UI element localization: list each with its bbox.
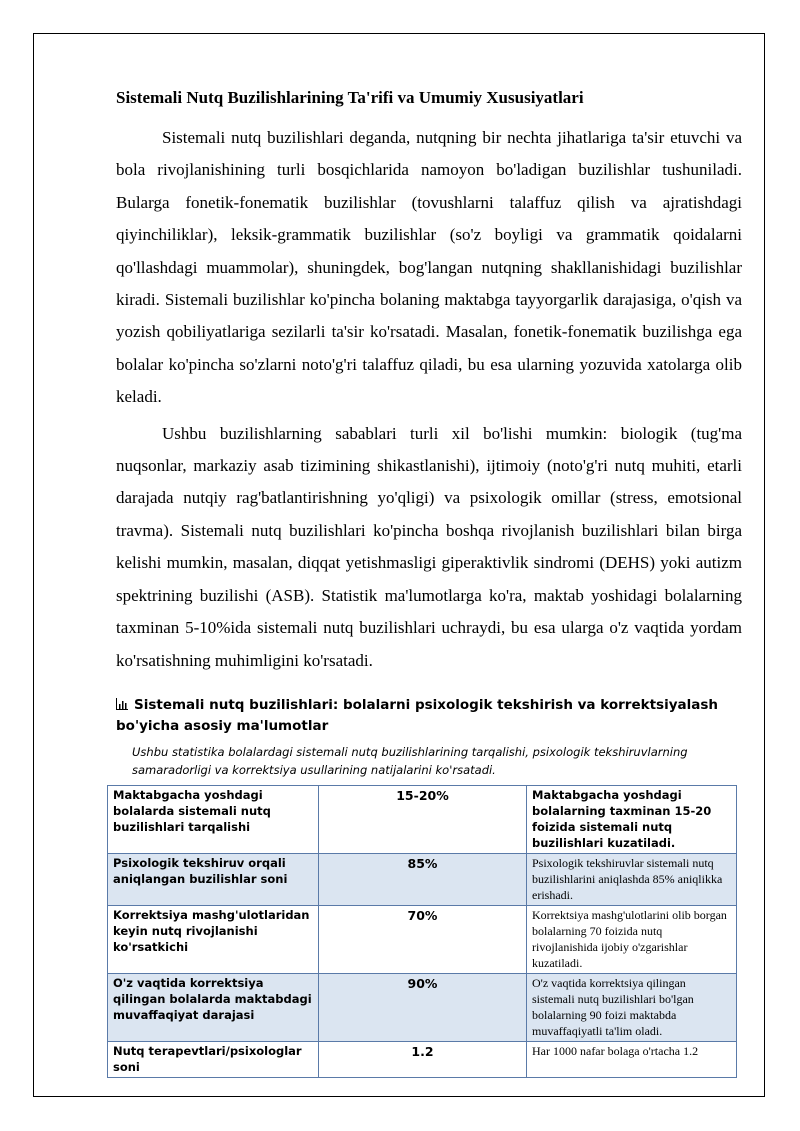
row-note: Maktabgacha yoshdagi bolalarning taxminan 15-20 foizida sistemali nutq buzilishlari kuzatiladi.	[527, 785, 737, 853]
row-value: 15-20%	[319, 785, 527, 853]
table-row	[108, 853, 737, 905]
row-label: O'z vaqtida korrektsiya qilingan bolalarda maktabdagi muvaffaqiyat darajasi	[108, 973, 319, 1041]
row-label: Maktabgacha yoshdagi bolalarda sistemali nutq buzilishlari tarqalishi	[108, 785, 319, 853]
document-heading: Sistemali Nutq Buzilishlarining Ta'rifi va Umumiy Xususiyatlari	[116, 88, 584, 107]
table-row	[108, 905, 737, 973]
bar-chart-icon	[116, 698, 128, 710]
paragraph: Ushbu buzilishlarning sabablari turli xil bo'lishi mumkin: biologik (tug'ma nuqsonlar, markaziy asab tizimining shikastlanishi), ijtimoiy (noto'g'ri nutq muhiti, etarli darajada nutqiy rag'batlantirishning yo'qligi) va psixologik omillar (stress, emotsional travma). Sistemali nutq buzilishlari ko'pincha boshqa rivojlanish buzilishlari bilan birga kelishi mumkin, masalan, diqqat yetishmasligi giperaktivlik sindromi (DEHS) yoki autizm spektrining buzilishi (ASB). Statistik ma'lumotlarga ko'ra, maktab yoshidagi bolalarning taxminan 5-10%ida sistemali nutq buzilishlari uchraydi, bu esa ularga o'z vaqtida yordam ko'rsatishning muhimligini ko'rsatadi.	[116, 423, 742, 670]
row-note: Psixologik tekshiruvlar sistemali nutq buzilishlarini aniqlashda 85% aniqlikka erishadi.	[527, 853, 737, 905]
row-value: 85%	[319, 853, 527, 905]
row-note: O'z vaqtida korrektsiya qilingan sistemali nutq buzilishlari bo'lgan bolalarning 90 foizi maktabda muvaffaqiyatli ta'lim oladi.	[527, 973, 737, 1041]
row-note: Korrektsiya mashg'ulotlarini olib borgan bolalarning 70 foizida nutq rivojlanishida ijobiy o'zgarishlar kuzatiladi.	[527, 905, 737, 973]
row-label: Nutq terapevtlari/psixologlar soni	[108, 1041, 319, 1077]
table-row	[108, 785, 737, 853]
stats-table	[107, 785, 737, 1078]
stats-title-text: Sistemali nutq buzilishlari: bolalarni psixologik tekshirish va korrektsiyalash bo'yicha asosiy ma'lumotlar	[116, 696, 718, 734]
row-value: 90%	[319, 973, 527, 1041]
row-value: 70%	[319, 905, 527, 973]
document-body	[113, 84, 742, 1078]
row-note: Har 1000 nafar bolaga o'rtacha 1.2	[527, 1041, 737, 1077]
paragraph: Sistemali nutq buzilishlari deganda, nutqning bir nechta jihatlariga ta'sir etuvchi va bola rivojlanishining turli bosqichlarida namoyon bo'ladigan buzilishlar tushuniladi. Bularga fonetik-fonematik buzilishlar (tovushlarni talaffuz qilish va ajratishdagi qiyinchiliklar), leksik-grammatik buzilishlar (so'z boyligi va grammatik qoidalarni qo'llashdagi muammolar), shuningdek, bog'langan nutqning shakllanishidagi buzilishlar kiradi. Sistemali buzilishlar ko'pincha bolaning maktabga tayyorgarlik darajasiga, o'qish va yozish qobiliyatlariga sezilarli ta'sir ko'rsatadi. Masalan, fonetik-fonematik buzilishga ega bolalar ko'pincha so'zlarni noto'g'ri talaffuz qiladi, bu esa ularning yozuvida xatolarga olib keladi.	[116, 128, 742, 407]
row-value: 1.2	[319, 1041, 527, 1077]
table-row	[108, 1041, 737, 1077]
row-label: Psixologik tekshiruv orqali aniqlangan buzilishlar soni	[108, 853, 319, 905]
stats-section-title	[116, 695, 742, 737]
stats-description: Ushbu statistika bolalardagi sistemali nutq buzilishlarining tarqalishi, psixologik tekshiruvlarning samaradorligi va korrektsiya usullarining natijalarini ko'rsatadi.	[132, 744, 688, 777]
row-label: Korrektsiya mashg'ulotlaridan keyin nutq rivojlanishi ko'rsatkichi	[108, 905, 319, 973]
table-row	[108, 973, 737, 1041]
